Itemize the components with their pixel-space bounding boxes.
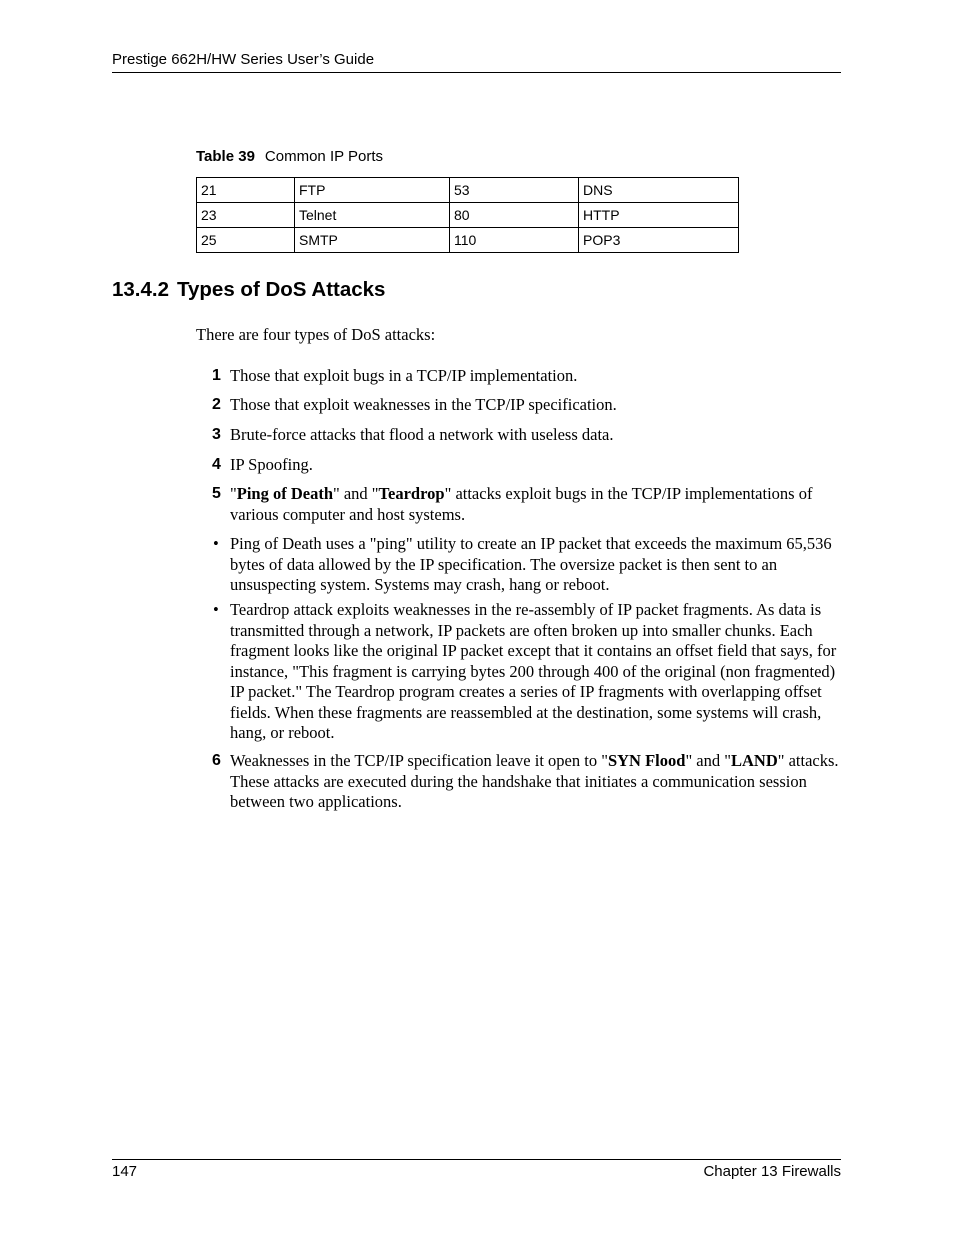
- table-caption-label: Table 39: [196, 148, 255, 165]
- table-cell: POP3: [579, 228, 739, 253]
- table-row: [197, 178, 739, 203]
- list-item: [196, 425, 842, 446]
- bullet-marker: •: [213, 600, 219, 619]
- list-item: [196, 484, 842, 525]
- list-number: 6: [212, 752, 221, 769]
- table-row: [197, 228, 739, 253]
- page-header: [112, 51, 841, 73]
- list-number: 5: [212, 485, 221, 502]
- list-item: [196, 751, 842, 813]
- list-item: [196, 395, 842, 416]
- term-teardrop: Teardrop: [378, 484, 445, 503]
- table-cell: 25: [197, 228, 295, 253]
- list-item: [196, 455, 842, 476]
- table-cell: 110: [450, 228, 579, 253]
- text-fragment: " and ": [685, 751, 731, 770]
- list-number: 1: [212, 367, 221, 384]
- text-fragment: Weaknesses in the TCP/IP specification leave it open to ": [230, 751, 608, 770]
- list-number: 3: [212, 426, 221, 443]
- table-cell: HTTP: [579, 203, 739, 228]
- page-number: 147: [112, 1163, 138, 1180]
- table-cell: 21: [197, 178, 295, 203]
- term-ping-of-death: Ping of Death: [236, 484, 333, 503]
- table-row: [197, 203, 739, 228]
- table-cell: FTP: [295, 178, 450, 203]
- table-cell: Telnet: [295, 203, 450, 228]
- page-footer: [112, 1159, 841, 1184]
- table-cell: 23: [197, 203, 295, 228]
- table-cell: 53: [450, 178, 579, 203]
- intro-paragraph: There are four types of DoS attacks:: [196, 325, 436, 344]
- list-item-text: Those that exploit bugs in a TCP/IP implementation.: [230, 366, 578, 385]
- list-item: [196, 366, 842, 387]
- table-caption-text: Common IP Ports: [264, 148, 384, 165]
- term-syn-flood: SYN Flood: [607, 751, 686, 770]
- section-number: 13.4.2: [112, 278, 169, 301]
- term-land: LAND: [730, 751, 778, 770]
- bullet-item-text: Ping of Death uses a "ping" utility to create an IP packet that exceeds the maximum 65,536 bytes of data allowed by the IP specification. The oversize packet is then sent to an unsuspecting system. Systems may crash, hang or reboot.: [230, 534, 832, 594]
- list-number: 4: [212, 456, 221, 473]
- bullet-item: [196, 600, 842, 744]
- list-number: 2: [212, 396, 221, 413]
- list-item-text: [230, 751, 842, 813]
- list-item-text: IP Spoofing.: [230, 455, 313, 474]
- document-title: Prestige 662H/HW Series User’s Guide: [112, 51, 375, 68]
- text-fragment: " attacks exploit bugs in the TCP/IP implementations of various computer and host systems.: [230, 484, 813, 524]
- text-fragment: " attacks. These attacks are executed during the handshake that initiates a communication session between two applications.: [230, 751, 839, 811]
- section-title: Types of DoS Attacks: [177, 278, 386, 301]
- chapter-title: Chapter 13 Firewalls: [703, 1163, 841, 1180]
- table-cell: DNS: [579, 178, 739, 203]
- section-heading: [112, 278, 385, 302]
- list-item-text: Brute-force attacks that flood a network with useless data.: [230, 425, 614, 444]
- list-item-text: Those that exploit weaknesses in the TCP/IP specification.: [230, 395, 617, 414]
- bullet-item-text: Teardrop attack exploits weaknesses in the re-assembly of IP packet fragments. As data is transmitted through a network, IP packets are often broken up into smaller chunks. Each fragment looks like the original IP packet except that it contains an offset field that says, for instance, "This fragment is carrying bytes 200 through 400 of the original (non fragmented) IP packet." The Teardrop program creates a series of IP fragments with overlapping offset fields. When these fragments are reassembled at the destination, some systems will crash, hang, or reboot.: [230, 600, 837, 742]
- bullet-item: [196, 534, 842, 596]
- table-cell: 80: [450, 203, 579, 228]
- table-cell: SMTP: [295, 228, 450, 253]
- table-caption: [196, 148, 383, 165]
- list-item-text: [230, 484, 842, 525]
- text-fragment: " and ": [333, 484, 379, 503]
- quote: ": [230, 484, 237, 503]
- common-ip-ports-table: [196, 177, 739, 253]
- bullet-marker: •: [213, 534, 219, 553]
